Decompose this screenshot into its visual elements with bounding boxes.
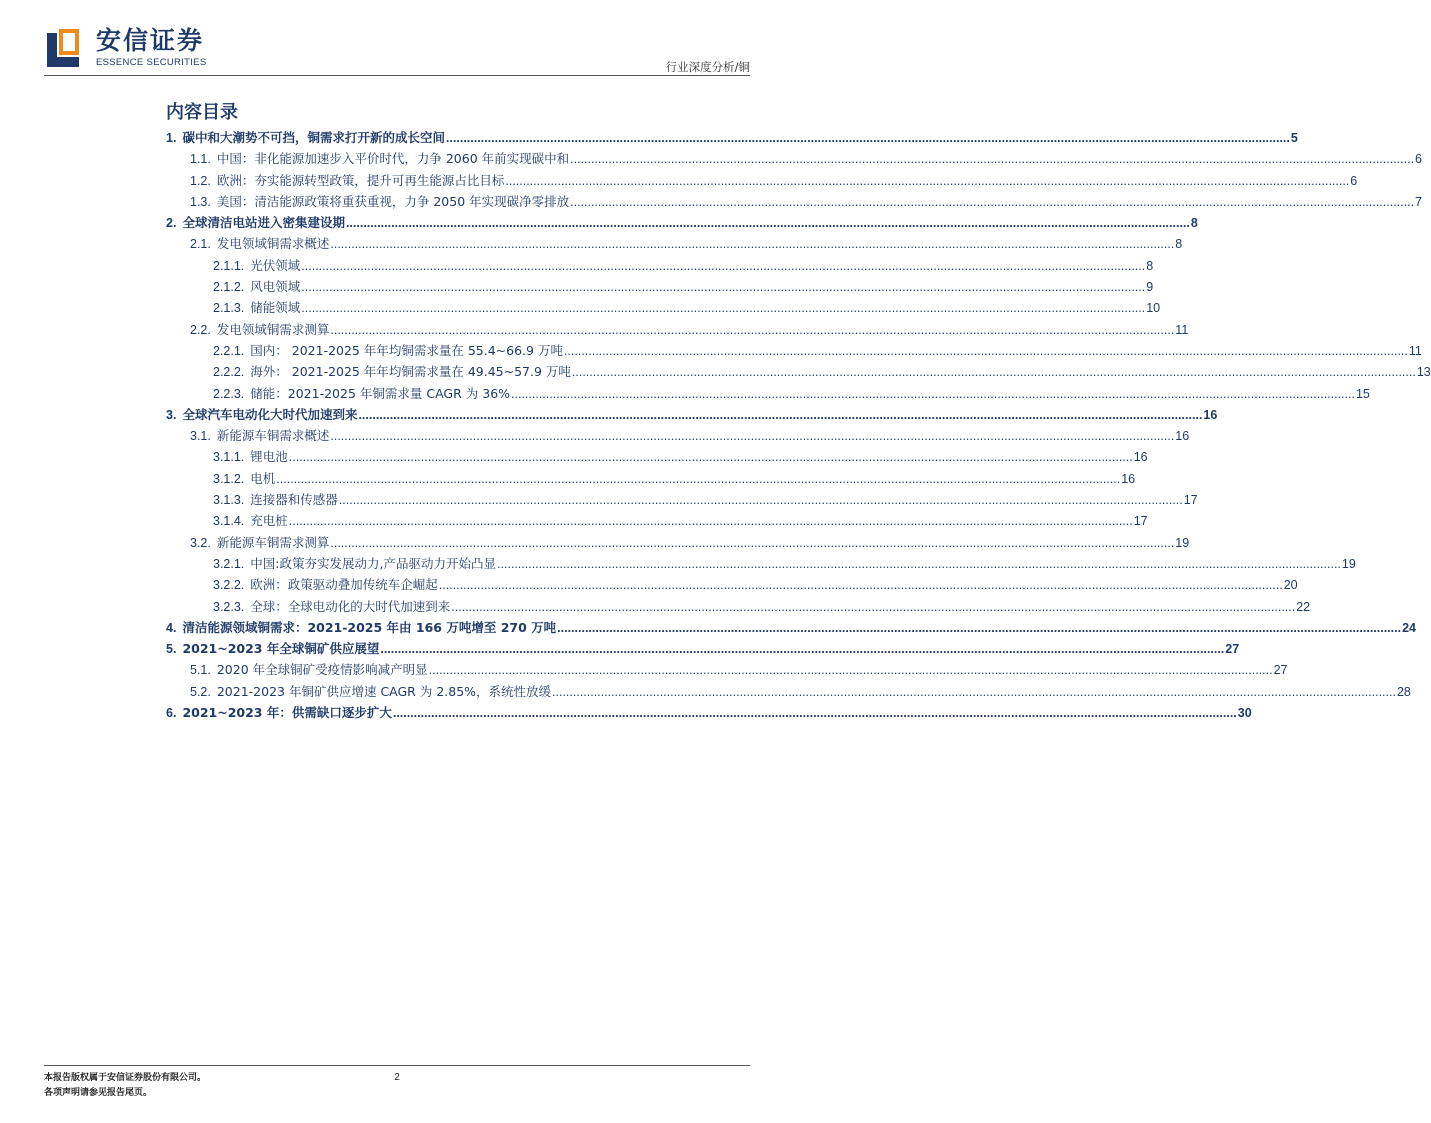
toc-leader-dots [572,365,1416,379]
toc-entry-title: 海外： 2021-2025 年年均铜需求量在 49.45~57.9 万吨 [250,364,571,380]
toc-leader-dots [393,706,1237,720]
toc-entry-number: 2.1. [190,237,211,252]
table-of-contents [166,128,1431,724]
toc-leader-dots [301,280,1145,294]
toc-entry-page: 11 [1408,343,1422,358]
toc-entry-title: 光伏领域 [250,257,301,273]
toc-entry-title: 国内： 2021-2025 年年均铜需求量在 55.4~66.9 万吨 [250,342,563,358]
toc-leader-dots [301,259,1145,273]
toc-entry[interactable] [166,234,1183,255]
toc-entry-title: 风电领域 [250,279,301,295]
toc-entry-page: 27 [1225,642,1240,657]
toc-entry-page: 13 [1416,365,1431,380]
toc-leader-dots [339,493,1183,507]
toc-entry[interactable] [166,149,1422,170]
toc-entry-title: 连接器和传感器 [250,492,338,508]
toc-entry-page: 8 [1175,237,1183,252]
toc-entry-page: 15 [1355,386,1370,401]
toc-leader-dots [289,514,1133,528]
toc-entry[interactable] [166,660,1288,681]
toc-entry-page: 11 [1175,322,1189,337]
toc-entry-title: 中国:政策夯实发展动力,产品驱动力开始凸显 [250,555,496,571]
toc-leader-dots [429,663,1273,677]
toc-entry-title: 2020 年全球铜矿受疫情影响减产明显 [216,662,428,678]
header-divider [44,75,750,76]
toc-entry-title: 2021~2023 年全球铜矿供应展望 [182,641,380,657]
toc-entry-number: 3.1. [190,429,211,444]
toc-entry-page: 9 [1146,280,1154,295]
toc-entry-number: 2.2.1. [213,343,245,358]
toc-entry-page: 22 [1296,599,1311,614]
toc-entry[interactable] [166,639,1240,660]
toc-entry[interactable] [166,554,1356,575]
toc-entry-number: 2.2. [190,322,211,337]
toc-leader-dots [330,429,1174,443]
toc-entry[interactable] [166,703,1252,724]
toc-entry-title: 碳中和大潮势不可挡，铜需求打开新的成长空间 [182,130,445,145]
toc-entry[interactable] [166,682,1411,703]
toc-entry-page: 24 [1402,620,1416,635]
copyright-line: 本报告版权属于安信证券股份有限公司。 [44,1073,207,1083]
toc-entry-page: 19 [1341,556,1356,571]
toc-entry[interactable] [166,341,1422,362]
toc-entry-page: 7 [1415,194,1422,209]
toc-entry-title: 发电领域铜需求概述 [216,236,330,252]
toc-leader-dots [564,344,1408,358]
toc-entry-title: 全球：全球电动化的大时代加速到来 [250,598,451,614]
toc-entry-number: 5. [166,642,177,657]
toc-entry-page: 19 [1175,535,1190,550]
toc-entry[interactable] [166,384,1370,405]
toc-entry-title: 储能领域 [250,300,301,316]
toc-entry-title: 新能源车铜需求概述 [216,428,330,444]
toc-entry-number: 2.1.2. [213,280,245,295]
toc-entry-page: 6 [1350,173,1358,188]
toc-entry-number: 3. [166,407,177,422]
toc-entry[interactable] [166,490,1198,511]
toc-leader-dots [557,621,1401,635]
toc-entry-number: 3.2.1. [213,556,245,571]
toc-entry-number: 6. [166,706,177,721]
toc-leader-dots [570,195,1414,209]
document-type: 行业深度分析/铜 [665,60,750,74]
toc-entry-page: 5 [1290,131,1298,145]
toc-entry-number: 3.1.2. [213,471,245,486]
toc-entry-number: 3.2.2. [213,578,245,593]
toc-entry-page: 8 [1146,258,1154,273]
toc-leader-dots [330,536,1174,550]
toc-entry[interactable] [166,213,1198,234]
brand-name-en: ESSENCE SECURITIES [96,57,207,68]
toc-entry-title: 美国：清洁能源政策将重获重视，力争 2050 年实现碳净零排放 [216,193,570,209]
toc-entry[interactable] [166,618,1416,639]
toc-entry[interactable] [166,511,1148,532]
toc-entry-page: 6 [1415,152,1422,167]
toc-entry-title: 清洁能源领域铜需求：2021-2025 年由 166 万吨增至 270 万吨 [182,619,557,635]
toc-leader-dots [552,685,1396,699]
toc-leader-dots [439,578,1283,592]
toc-entry-number: 2.1.1. [213,258,245,273]
toc-leader-dots [451,600,1295,614]
toc-entry-title: 发电领域铜需求测算 [216,321,330,337]
toc-entry-title: 欧洲：夯实能源转型政策，提升可再生能源占比目标 [216,172,505,188]
toc-entry-title: 全球清洁电站进入密集建设期 [182,215,345,231]
toc-entry-number: 1.3. [190,194,211,209]
toc-entry-title: 2021-2023 年铜矿供应增速 CAGR 为 2.85%，系统性放缓 [216,683,552,699]
toc-entry-title: 2021~2023 年：供需缺口逐步扩大 [182,705,392,721]
toc-entry[interactable] [166,256,1154,277]
toc-entry[interactable] [166,298,1161,319]
toc-entry-number: 3.2.3. [213,599,245,614]
toc-entry-page: 16 [1133,450,1148,465]
toc-entry-title: 中国：非化能源加速步入平价时代，力争 2060 年前实现碳中和 [216,151,570,167]
toc-entry[interactable] [166,171,1358,192]
toc-entry-title: 新能源车铜需求测算 [216,534,330,550]
toc-entry-number: 3.1.3. [213,493,245,508]
essence-logo-icon [45,27,81,69]
toc-leader-dots [380,642,1224,656]
toc-entry-page: 17 [1133,514,1148,529]
toc-entry-page: 30 [1237,706,1252,721]
toc-entry-number: 4. [166,620,177,635]
toc-entry-title: 充电桩 [250,513,288,529]
toc-entry-page: 28 [1396,684,1411,699]
toc-entry[interactable] [166,447,1148,468]
brand-name-cn: 安信证券 [96,26,205,55]
toc-entry-page: 27 [1273,663,1288,678]
toc-title: 内容目录 [166,102,238,123]
toc-leader-dots [570,152,1414,166]
toc-entry[interactable] [166,575,1298,596]
toc-leader-dots [301,301,1145,315]
toc-entry[interactable] [166,405,1218,426]
toc-entry-number: 2.1.3. [213,301,245,316]
toc-entry-number: 1.1. [190,152,211,167]
disclaimer-line: 各项声明请参见报告尾页。 [44,1088,153,1098]
toc-leader-dots [346,216,1190,230]
toc-entry-number: 2.2.2. [213,365,245,380]
toc-entry[interactable] [166,362,1431,383]
toc-entry-page: 17 [1183,493,1198,508]
toc-leader-dots [497,557,1341,571]
toc-entry-number: 2. [166,216,177,231]
footer-divider [44,1065,750,1066]
toc-entry-title: 全球汽车电动化大时代加速到来 [182,406,358,422]
toc-entry-page: 16 [1175,429,1190,444]
toc-entry-number: 5.2. [190,684,211,699]
toc-entry[interactable] [166,426,1190,447]
toc-entry[interactable] [166,533,1190,554]
toc-entry-page: 10 [1146,301,1161,316]
toc-entry-title: 欧洲：政策驱动叠加传统车企崛起 [250,577,438,593]
toc-entry-page: 8 [1190,216,1198,231]
toc-leader-dots [289,450,1133,464]
brand [96,26,206,68]
toc-entry-number: 3.1.4. [213,514,245,529]
toc-leader-dots [505,174,1349,188]
page-number: 2 [394,1072,400,1083]
toc-entry[interactable] [166,597,1311,618]
toc-entry[interactable] [166,320,1189,341]
toc-entry-title: 电机 [250,470,276,486]
toc-leader-dots [358,408,1202,422]
toc-leader-dots [511,387,1355,401]
toc-entry-title: 锂电池 [250,449,288,465]
toc-entry-page: 16 [1203,407,1218,422]
toc-entry-number: 2.2.3. [213,386,245,401]
toc-leader-dots [446,131,1290,145]
toc-entry-number: 1.2. [190,173,211,188]
toc-entry-number: 1. [166,131,177,145]
toc-entry-page: 20 [1283,578,1298,593]
toc-entry[interactable] [166,128,1298,149]
toc-leader-dots [276,472,1120,486]
toc-leader-dots [330,323,1174,337]
toc-entry-number: 3.1.1. [213,450,245,465]
toc-entry[interactable] [166,277,1154,298]
toc-entry-number: 3.2. [190,535,211,550]
toc-entry-page: 16 [1121,471,1136,486]
toc-entry[interactable] [166,469,1136,490]
toc-leader-dots [330,237,1174,251]
toc-entry-title: 储能：2021-2025 年铜需求量 CAGR 为 36% [250,385,511,401]
toc-entry-number: 5.1. [190,663,211,678]
toc-entry[interactable] [166,192,1422,213]
